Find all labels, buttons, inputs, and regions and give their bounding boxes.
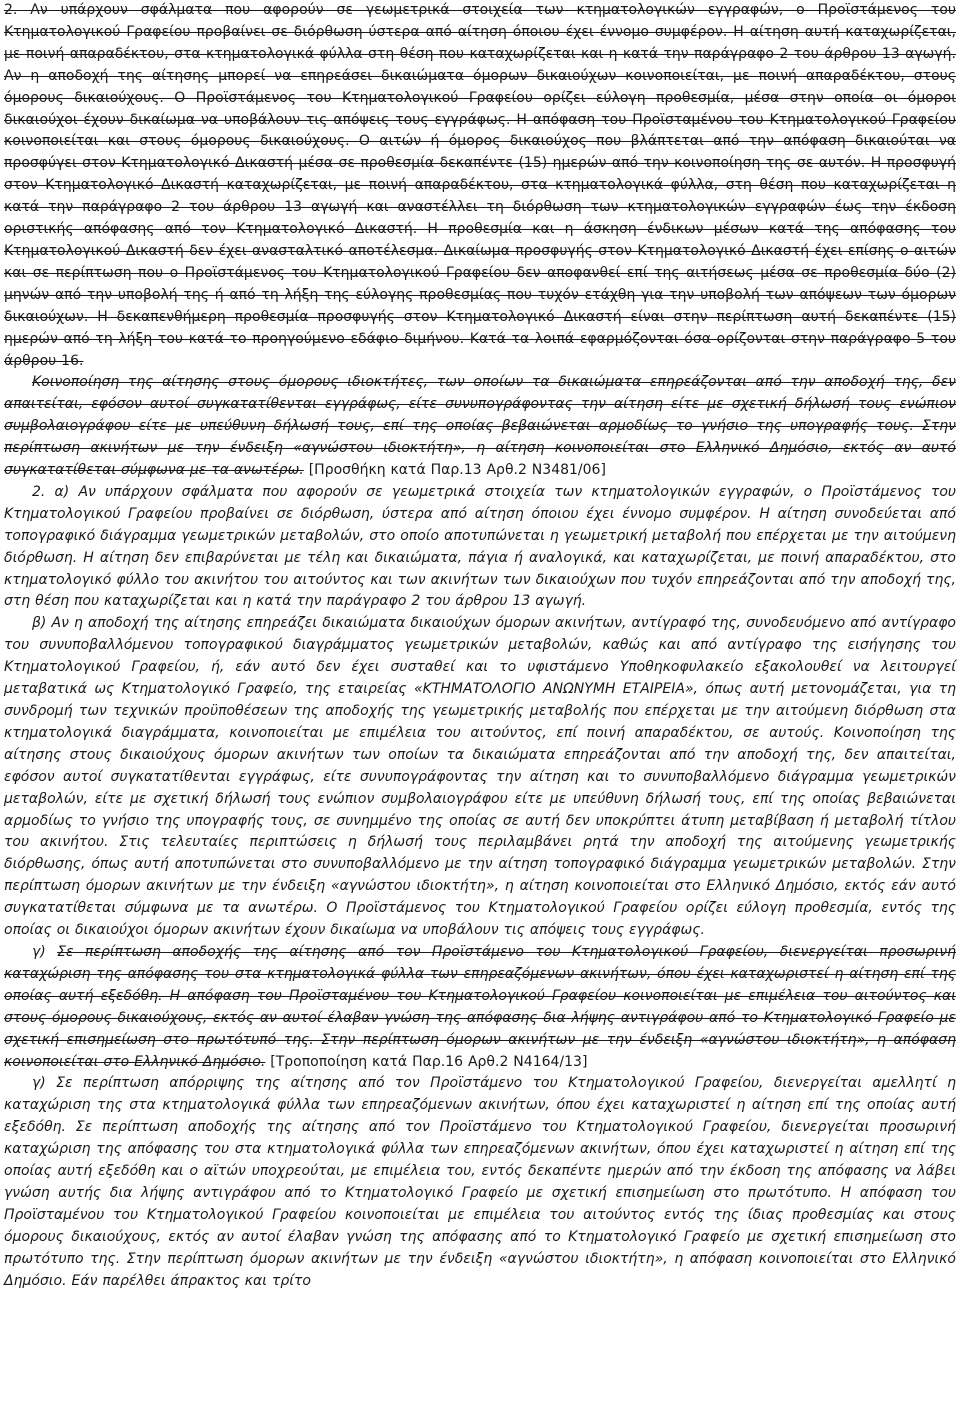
- paragraph-2-repealed: [4, 0, 956, 372]
- paragraph-2a-text: 2. α) Αν υπάρχουν σφάλματα που αφορούν σε γεωμετρικά στοιχεία των κτηματολογικών εγγραφών, ο Προϊστάμενος του Κτηματολογικού Γραφείου προβαίνει σε διόρθωση, ύστερα από αίτηση όποιου έχει έννομο συμφέρον. Η αίτηση συνοδεύεται από τοπογραφικό διάγραμμα γεωμετρικών μεταβολών, στο οποίο αποτυπώνεται η γεωμετρική μεταβολή που επέρχεται με την αιτούμενη διόρθωση. Η αίτηση δεν επιβαρύνεται με τέλη και δικαιώματα, πάγια ή αναλογικά, και καταχωρίζεται, με ποινή απαραδέκτου, στο κτηματολογικό φύλλο του ακινήτου του αιτούντος και των ακινήτων των δικαιούχων που τυχόν επηρεάζονται από την αποδοχή της, στη θέση που καταχωρίζεται και η κατά την παράγραφο 2 του άρθρου 13 αγωγή.: [4, 483, 956, 610]
- paragraph-2c-repealed-text: Σε περίπτωση αποδοχής της αίτησης από τον Προϊστάμενο του Κτηματολογικού Γραφείου, διενεργείται προσωρινή καταχώριση της απόφασης του στα κτηματολογικά φύλλα των επηρεαζόμενων ακινήτων, όπου έχει καταχωριστεί η αίτηση επί της οποίας αυτή εξεδόθη. Η απόφαση του Προϊσταμένου του Κτηματολογικού Γραφείου κοινοποιείται με επιμέλεια του αιτούντος και στους όμορους δικαιούχους, εκτός αν αυτοί έλαβαν γνώση της απόφασης δια λήψης αντιγράφου από το Κτηματολογικό Γραφείο με σχετική επισημείωση στο πρωτότυπό της. Στην περίπτωση όμορων ακινήτων με την ένδειξη «αγνώστου ιδιοκτήτη», η απόφαση κοινοποιείται στο Ελληνικό Δημόσιο.: [4, 943, 956, 1070]
- repealed-text: 2. Αν υπάρχουν σφάλματα που αφορούν σε γεωμετρικά στοιχεία των κτηματολογικών εγγραφών, ο Προϊστάμενος του Κτηματολογικού Γραφείου προβαίνει σε διόρθωση ύστερα από αίτηση όποιου έχει έννομο συμφέρον. Η αίτηση αυτή καταχωρίζεται, με ποινή απαραδέκτου, στα κτηματολογικά φύλλα στη θέση που καταχωρίζεται και η κατά την παράγραφο 2 του άρθρου 13 αγωγή. Αν η αποδοχή της αίτησης μπορεί να επηρεάσει δικαιώματα όμορων δικαιούχων κοινοποιείται, με ποινή απαραδέκτου, στους όμορους δικαιούχους. Ο Προϊστάμενος του Κτηματολογικού Γραφείου ορίζει εύλογη προθεσμία, μέσα στην οποία οι όμοροι δικαιούχοι έχουν δικαίωμα να υποβάλουν τις απόψεις τους εγγράφως. Η απόφαση του Προϊσταμένου του Κτηματολογικού Γραφείου κοινοποιείται και στους όμορους δικαιούχους. Ο αιτών ή όμορος δικαιούχος που βλάπτεται από την απόφαση δικαιούται να προσφύγει στον Κτηματολογικό Δικαστή μέσα σε προθεσμία δεκαπέντε (15) ημερών από την κοινοποίηση της σε αυτόν. Η προσφυγή στον Κτηματολογικό Δικαστή καταχωρίζεται, με ποινή απαραδέκτου, στα κτηματολογικά φύλλα, στη θέση που καταχωρίζεται η κατά την παράγραφο 2 του άρθρου 13 αγωγή και αναστέλλει τη διόρθωση των κτηματολογικών εγγραφών έως την έκδοση οριστικής απόφασης από τον Κτηματολογικό Δικαστή. Η προθεσμία και η άσκηση ένδικων μέσων κατά της απόφασης του Κτηματολογικού Δικαστή δεν έχει ανασταλτικό αποτέλεσμα. Δικαίωμα προσφυγής στον Κτηματολογικό Δικαστή έχει επίσης ο αιτών και σε περίπτωση που ο Προϊστάμενος του Κτηματολογικού Γραφείου δεν αποφανθεί επί της αιτήσεως μέσα σε προθεσμία δύο (2) μηνών από την υποβολή της ή από τη λήξη της εύλογης προθεσμίας που τυχόν ετάχθη για την υποβολή των απόψεων των όμορων δικαιούχων. Η δεκαπενθήμερη προθεσμία προσφυγής στον Κτηματολογικό Δικαστή είναι στην περίπτωση αυτή δεκαπέντε (15) ημερών από τη λήξη του κατά το προηγούμενο εδάφιο διμήνου. Κατά τα λοιπά εφαρμόζονται όσα ορίζονται στην παράγραφο 5 του άρθρου 16.: [4, 2, 956, 369]
- paragraph-2c-new-text: γ) Σε περίπτωση απόρριψης της αίτησης από τον Προϊστάμενο του Κτηματολογικού Γραφείου, διενεργείται αμελλητί η καταχώριση της στα κτηματολογικά φύλλα των επηρεαζόμενων ακινήτων, όπου έχει καταχωριστεί η αίτηση επί της οποίας αυτή εξεδόθη. Σε περίπτωση αποδοχής της αίτησης από τον Προϊστάμενο του Κτηματολογικού Γραφείου, διενεργείται προσωρινή καταχώριση της απόφασης του στα κτηματολογικά φύλλα των επηρεαζόμενων ακινήτων, όπου έχει καταχωριστεί η αίτηση επί της οποίας αυτή εξεδόθη και ο αϊτών υποχρεούται, με επιμέλεια του, εντός δεκαπέντε ημερών από την έκδοση της απόφασης να λάβει γνώση αυτής δια λήψης αντιγράφου από το Κτηματολογικό Γραφείο με σχετική επισημείωση στο πρωτότυπο. Η απόφαση του Προϊσταμένου του Κτηματολογικού Γραφείου κοινοποιείται με επιμέλεια του αιτούντος εντός της ίδιας προθεσμίας και στους όμορους δικαιούχους, εκτός αν αυτοί έλαβαν γνώση της απόφασης από το Κτηματολογικό Γραφείο με σχετική επισημείωση στο πρωτότυπο της. Στην περίπτωση όμορων ακινήτων με την ένδειξη «αγνώστου ιδιοκτήτη», η απόφαση κοινοποιείται στο Ελληνικό Δημόσιο. Εάν παρέλθει άπρακτος και τρίτο: [4, 1075, 956, 1289]
- paragraph-2b-text: β) Αν η αποδοχή της αίτησης επηρεάζει δικαιώματα δικαιούχων όμορων ακινήτων, αντίγραφό της, συνοδευόμενο από αντίγραφο του συνυποβαλλόμενου τοπογραφικού διαγράμματος γεωμετρικών μεταβολών, καθώς και από αντίγραφο της εισήγησης του Κτηματολογικού Γραφείου, ή, εάν αυτό δεν έχει συσταθεί και το υφιστάμενο Υποθηκοφυλακείο εξακολουθεί να λειτουργεί μεταβατικά ως Κτηματολογικό Γραφείο, της εταιρείας «ΚΤΗΜΑΤΟΛΟΓΙΟ ΑΝΩΝΥΜΗ ΕΤΑΙΡΕΙΑ», όπως αυτή μετονομάζεται, για τη συνδρομή των τεχνικών προϋποθέσεων της αποδοχής της γεωμετρικής μεταβολής που επέρχεται με την αιτούμενη διόρθωση στα κτηματολογικά διαγράμματα, κοινοποιείται με επιμέλεια του αιτούντος, επί ποινή απαραδέκτου, σε αυτούς. Κοινοποίηση της αίτησης στους δικαιούχους όμορων ακινήτων των οποίων τα δικαιώματα επηρεάζονται από την αποδοχή της, δεν απαιτείται, εφόσον αυτοί συγκατατίθενται εγγράφως, είτε συνυπογράφοντας την αίτηση και το συνυποβαλλόμενο διάγραμμα γεωμετρικών μεταβολών, είτε με σχετική δήλωσή τους ενώπιον συμβολαιογράφου είτε με υπεύθυνη δήλωσή τους, επί της οποίας βεβαιώνεται αρμοδίως το γνήσιο της υπογραφής τους, σε συνημμένο της οποίας σε αυτή δεν υποκρύπτει άτυπη μεταβίβαση ή μεταβολή τίτλου του ακινήτου. Στις τελευταίες περιπτώσεις η δήλωσή τους περιλαμβάνει ρητά την αποδοχή της αιτούμενης γεωμετρικής διόρθωσης, όπως αυτή αποτυπώνεται στο συνυποβαλλόμενο με την αίτηση τοπογραφικό διάγραμμα γεωμετρικών μεταβολών. Στην περίπτωση όμορων ακινήτων με την ένδειξη «αγνώστου ιδιοκτήτη», η αίτηση κοινοποιείται στο Ελληνικό Δημόσιο, εκτός εάν αυτό συγκατατίθεται σύμφωνα με τα ανωτέρω. Ο Προϊστάμενος του Κτηματολογικού Γραφείου ορίζει εύλογη προθεσμία, εντός της οποίας οι δικαιούχοι όμορων ακινήτων έχουν δικαίωμα να υποβάλουν τις απόψεις τους εγγράφως.: [4, 615, 956, 939]
- paragraph-2a: [4, 482, 956, 613]
- paragraph-added-repealed: [4, 372, 956, 482]
- paragraph-2c-lead: γ): [32, 943, 46, 960]
- paragraph-2c-old: [4, 942, 956, 1073]
- paragraph-2b: [4, 613, 956, 942]
- amendment-note: [Προσθήκη κατά Παρ.13 Αρθ.2 Ν3481/06]: [308, 462, 606, 479]
- amendment-note: [Τροποποίηση κατά Παρ.16 Αρθ.2 Ν4164/13]: [270, 1053, 588, 1070]
- paragraph-2c-new: [4, 1073, 956, 1292]
- repealed-addition-text: Κοινοποίηση της αίτησης στους όμορους ιδιοκτήτες, των οποίων τα δικαιώματα επηρεάζονται από την αποδοχή της, δεν απαιτείται, εφόσον αυτοί συγκατατίθενται εγγράφως, είτε συνυπογράφοντας την αίτηση είτε με σχετική δήλωσή τους ενώπιον συμβολαιογράφου είτε με υπεύθυνη δήλωσή τους, επί της οποίας βεβαιώνεται αρμοδίως το γνήσιο της υπογραφής τους. Στην περίπτωση ακινήτων με την ένδειξη «αγνώστου ιδιοκτήτη», η αίτηση κοινοποιείται στο Ελληνικό Δημόσιο, εκτός αν αυτό συγκατατίθεται σύμφωνα με τα ανωτέρω.: [4, 374, 956, 479]
